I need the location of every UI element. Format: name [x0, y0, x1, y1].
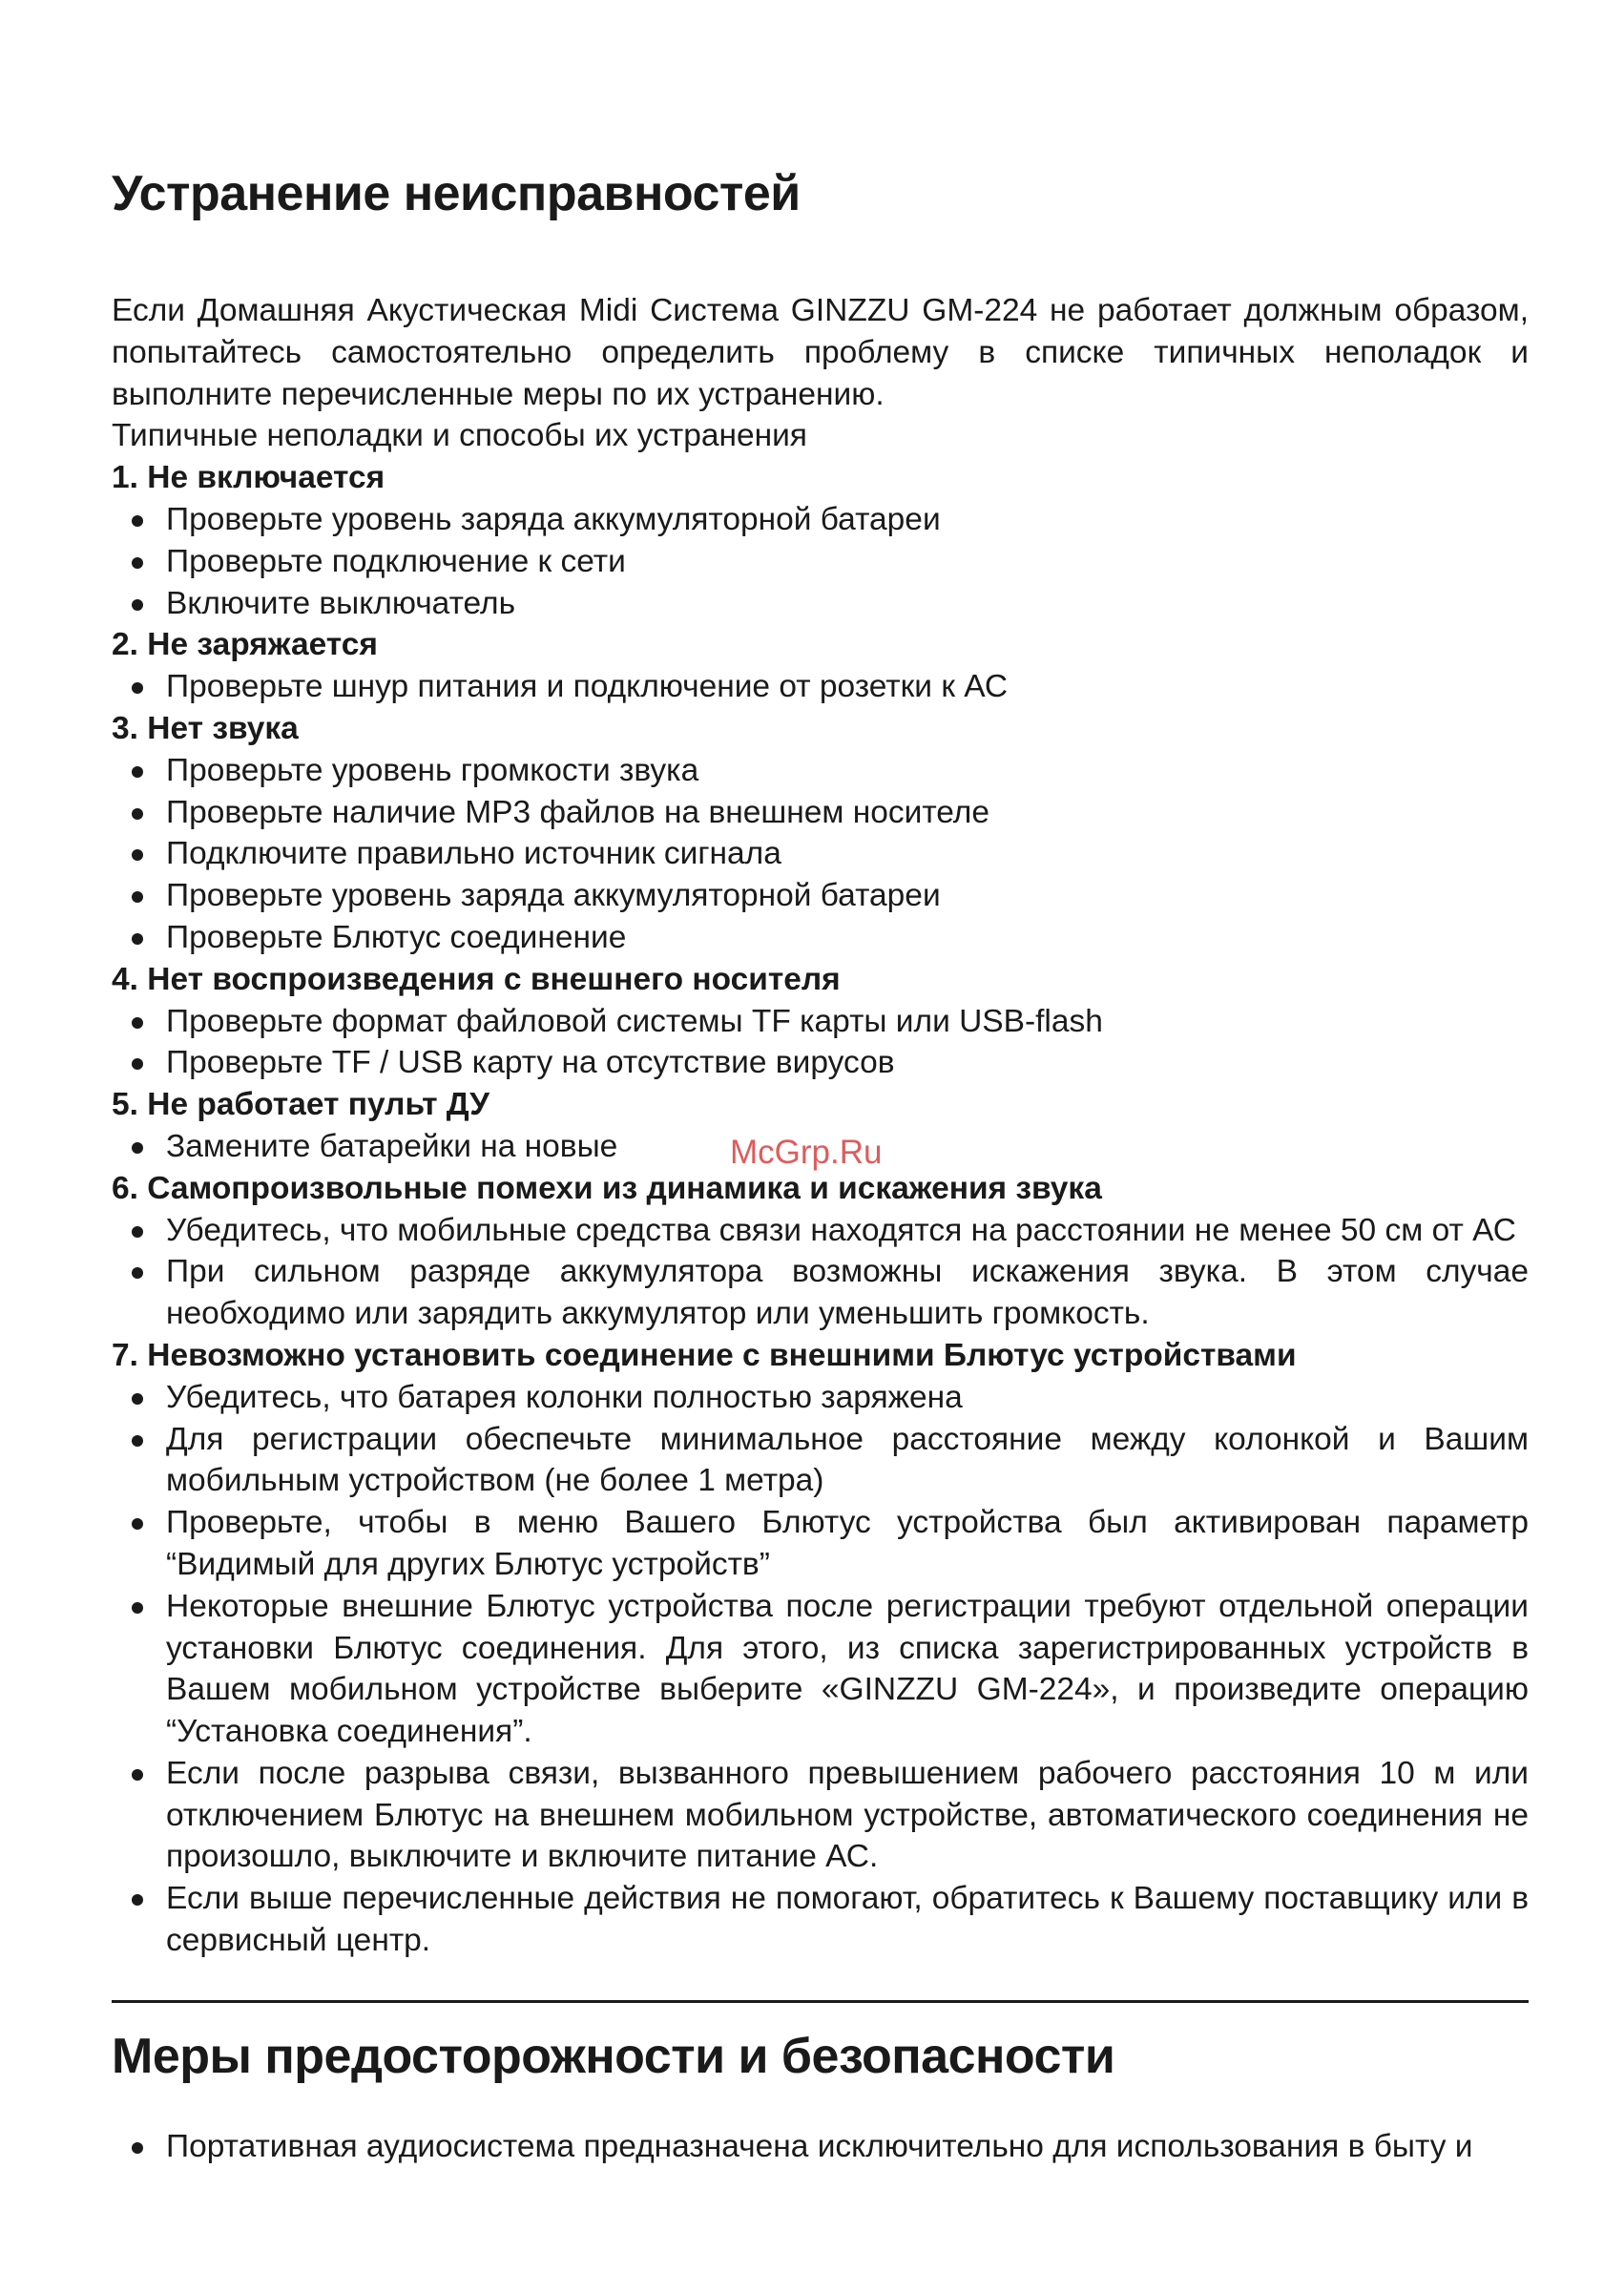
problem-title: 1. Не включается: [112, 460, 385, 496]
problem-sections: [112, 457, 1529, 1962]
solution-item: [112, 499, 1529, 541]
solution-text: Проверьте шнур питания и подключение от розетки к АС: [166, 669, 1009, 705]
solution-item: [112, 750, 1529, 792]
problem-title: 7. Невозможно установить соединение с внешними Блютус устройствами: [112, 1337, 1297, 1373]
solution-item: [112, 1878, 1529, 1962]
solution-item: [112, 1001, 1529, 1043]
troubleshooting-section: [112, 153, 1529, 1962]
solution-text: Проверьте Блютус соединение: [166, 919, 627, 955]
solution-item: [112, 1042, 1529, 1084]
solution-text: Убедитесь, что мобильные средства связи находятся на расстоянии не менее 50 см от АС: [166, 1212, 1516, 1248]
solution-text: Проверьте уровень заряда аккумуляторной батареи: [166, 501, 941, 537]
solution-text: Убедитесь, что батарея колонки полностью заряжена: [166, 1379, 963, 1415]
solution-item: [112, 917, 1529, 959]
solution-item: [112, 792, 1529, 834]
bullet-icon: [132, 682, 143, 694]
solution-item: [112, 583, 1529, 625]
safety-item: [112, 2126, 1529, 2168]
solution-item: [112, 1251, 1529, 1335]
solution-text: Для регистрации обеспечьте минимальное расстояние между колонкой и Вашим мобильным устройством (не более 1 метра): [166, 1421, 1529, 1499]
bullet-icon: [132, 1393, 143, 1405]
section-divider: [112, 2000, 1529, 2003]
bullet-icon: [132, 849, 143, 861]
bullet-icon: [132, 891, 143, 903]
solution-list: [112, 499, 1529, 624]
solution-text: При сильном разряде аккумулятора возможны искажения звука. В этом случае необходимо или зарядить аккумулятор или уменьшить громкость.: [166, 1254, 1529, 1332]
bullet-icon: [132, 1058, 143, 1070]
intro-subtitle: Типичные неполадки и способы их устранения: [112, 418, 807, 454]
safety-list: [112, 2126, 1529, 2168]
problem-title: 3. Нет звука: [112, 710, 299, 746]
solution-text: Включите выключатель: [166, 585, 516, 621]
watermark: McGrp.Ru: [730, 1134, 883, 1171]
bullet-icon: [132, 557, 143, 569]
solution-list: [112, 1377, 1529, 1962]
problem-title: 6. Самопроизвольные помехи из динамика и искажения звука: [112, 1170, 1102, 1206]
solution-text: Проверьте уровень громкости звука: [166, 752, 699, 788]
bullet-icon: [132, 766, 143, 778]
problem-title: 5. Не работает пульт ДУ: [112, 1087, 489, 1123]
solution-item: [112, 1377, 1529, 1419]
bullet-icon: [132, 599, 143, 611]
solution-item: [112, 541, 1529, 583]
bullet-icon: [132, 515, 143, 527]
solution-text: Если после разрыва связи, вызванного превышением рабочего расстояния 10 м или отключением Блютус на внешнем мобильном устройстве, автоматического соединения не произошло, выключите и включите питание АС.: [166, 1755, 1529, 1875]
solution-item: [112, 666, 1529, 708]
solution-text: Проверьте уровень заряда аккумуляторной батареи: [166, 878, 941, 914]
solution-list: [112, 750, 1529, 959]
troubleshooting-title: Устранение неисправностей: [112, 166, 801, 221]
solution-text: Замените батарейки на новые: [166, 1128, 618, 1164]
safety-text: Портативная аудиосистема предназначена исключительно для использования в быту и: [166, 2129, 1473, 2164]
solution-text: Проверьте, чтобы в меню Вашего Блютус устройства был активирован параметр “Видимый для других Блютус устройств”: [166, 1505, 1529, 1582]
bullet-icon: [132, 2142, 143, 2154]
solution-text: Проверьте TF / USB карту на отсутствие вирусов: [166, 1045, 895, 1081]
solution-text: Проверьте подключение к сети: [166, 543, 626, 579]
solution-item: [112, 875, 1529, 917]
safety-title: Меры предосторожности и безопасности: [112, 2029, 1115, 2084]
solution-list: [112, 666, 1529, 708]
solution-text: Подключите правильно источник сигнала: [166, 836, 781, 872]
solution-item: [112, 1586, 1529, 1753]
solution-list: [112, 1210, 1529, 1335]
bullet-icon: [132, 1894, 143, 1906]
solution-text: Если выше перечисленные действия не помогают, обратитесь к Вашему поставщику или в сервисный центр.: [166, 1881, 1529, 1959]
solution-text: Проверьте наличие MP3 файлов на внешнем носителе: [166, 794, 989, 830]
solution-item: [112, 833, 1529, 875]
bullet-icon: [132, 1142, 143, 1154]
bullet-icon: [132, 1602, 143, 1614]
problem-title: 4. Нет воспроизведения с внешнего носителя: [112, 961, 841, 997]
bullet-icon: [132, 1017, 143, 1029]
solution-item: [112, 1210, 1529, 1252]
solution-item: [112, 1502, 1529, 1586]
bullet-icon: [132, 1226, 143, 1238]
bullet-icon: [132, 808, 143, 820]
bullet-icon: [132, 933, 143, 945]
bullet-icon: [132, 1769, 143, 1781]
bullet-icon: [132, 1267, 143, 1279]
solution-list: [112, 1001, 1529, 1085]
solution-text: Некоторые внешние Блютус устройства после регистрации требуют отдельной операции установки Блютус соединения. Для этого, из списка зарегистрированных устройств в Вашем мобильном устройстве выберите «GINZZU GM-224», и произведите операцию “Установка соединения”.: [166, 1588, 1529, 1750]
safety-section: [112, 2013, 1529, 2168]
solution-item: [112, 1419, 1529, 1503]
intro-paragraph: Если Домашняя Акустическая Midi Система GINZZU GM-224 не работает должным образом, попытайтесь самостоятельно определить проблему в списке типичных неполадок и выполните перечисленные меры по их устранению.: [112, 293, 1529, 412]
bullet-icon: [132, 1435, 143, 1447]
solution-item: [112, 1753, 1529, 1878]
problem-title: 2. Не заряжается: [112, 627, 378, 663]
bullet-icon: [132, 1518, 143, 1530]
solution-text: Проверьте формат файловой системы TF карты или USB-flash: [166, 1003, 1103, 1039]
